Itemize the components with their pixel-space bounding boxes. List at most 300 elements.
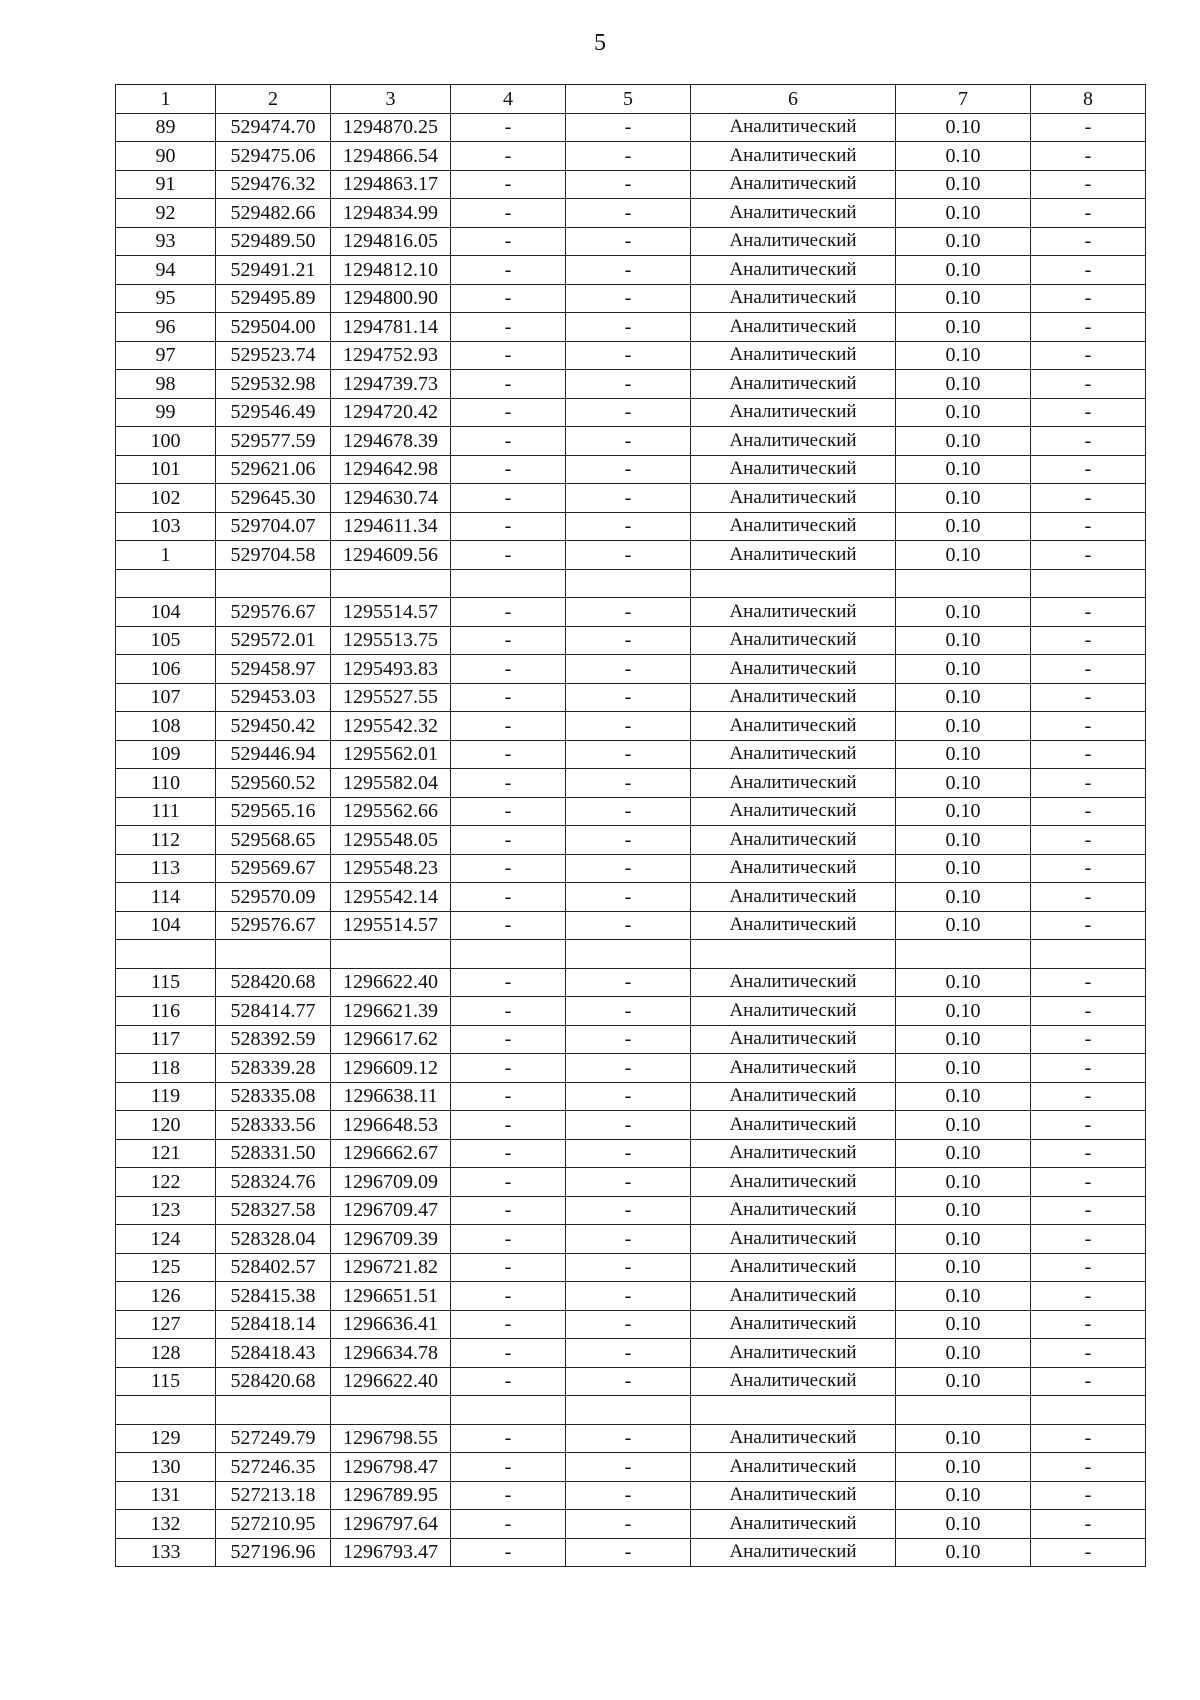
point-number-cell: 1 [116, 541, 216, 570]
point-number-cell: 123 [116, 1196, 216, 1225]
column-4-cell: - [451, 256, 566, 285]
accuracy-cell: 0.10 [896, 1225, 1031, 1254]
table-spacer-row [116, 1396, 1146, 1425]
point-number-cell: 119 [116, 1082, 216, 1111]
column-5-cell: - [566, 1196, 691, 1225]
x-coordinate-cell: 529446.94 [216, 740, 331, 769]
column-5-cell: - [566, 227, 691, 256]
x-coordinate-cell: 529476.32 [216, 170, 331, 199]
column-4-cell: - [451, 598, 566, 627]
column-8-cell: - [1031, 911, 1146, 940]
column-5-cell: - [566, 598, 691, 627]
column-8-cell: - [1031, 113, 1146, 142]
column-5-cell: - [566, 1111, 691, 1140]
accuracy-cell: 0.10 [896, 1339, 1031, 1368]
method-cell: Аналитический [691, 170, 896, 199]
point-number-cell: 133 [116, 1538, 216, 1567]
column-8-cell: - [1031, 1481, 1146, 1510]
x-coordinate-cell: 527213.18 [216, 1481, 331, 1510]
accuracy-cell: 0.10 [896, 113, 1031, 142]
table-row [116, 1025, 1146, 1054]
column-5-cell: - [566, 1225, 691, 1254]
column-5-cell: - [566, 1282, 691, 1311]
column-5-cell: - [566, 683, 691, 712]
table-row [116, 284, 1146, 313]
column-4-cell: - [451, 1510, 566, 1539]
accuracy-cell: 0.10 [896, 712, 1031, 741]
y-coordinate-cell: 1295582.04 [331, 769, 451, 798]
y-coordinate-cell: 1296622.40 [331, 968, 451, 997]
table-row [116, 484, 1146, 513]
accuracy-cell: 0.10 [896, 740, 1031, 769]
column-8-cell: - [1031, 1139, 1146, 1168]
point-number-cell: 91 [116, 170, 216, 199]
y-coordinate-cell: 1294834.99 [331, 199, 451, 228]
column-5-cell: - [566, 1339, 691, 1368]
column-8-cell: - [1031, 883, 1146, 912]
x-coordinate-cell: 529523.74 [216, 341, 331, 370]
table-row [116, 1367, 1146, 1396]
point-number-cell: 98 [116, 370, 216, 399]
x-coordinate-cell: 527210.95 [216, 1510, 331, 1539]
point-number-cell: 125 [116, 1253, 216, 1282]
y-coordinate-cell: 1294739.73 [331, 370, 451, 399]
column-5-cell: - [566, 170, 691, 199]
method-cell: Аналитический [691, 455, 896, 484]
column-5-cell: - [566, 1481, 691, 1510]
method-cell: Аналитический [691, 1367, 896, 1396]
table-row [116, 1453, 1146, 1482]
column-4-cell: - [451, 512, 566, 541]
x-coordinate-cell: 528418.43 [216, 1339, 331, 1368]
coordinates-table [115, 84, 1146, 1567]
accuracy-cell: 0.10 [896, 1367, 1031, 1396]
table-row [116, 1253, 1146, 1282]
column-header: 4 [451, 85, 566, 114]
column-5-cell: - [566, 968, 691, 997]
y-coordinate-cell: 1294611.34 [331, 512, 451, 541]
y-coordinate-cell: 1296662.67 [331, 1139, 451, 1168]
method-cell: Аналитический [691, 598, 896, 627]
y-coordinate-cell: 1295562.66 [331, 797, 451, 826]
y-coordinate-cell: 1295542.14 [331, 883, 451, 912]
method-cell: Аналитический [691, 1139, 896, 1168]
accuracy-cell: 0.10 [896, 313, 1031, 342]
column-8-cell [1031, 940, 1146, 969]
y-coordinate-cell: 1294642.98 [331, 455, 451, 484]
x-coordinate-cell: 527246.35 [216, 1453, 331, 1482]
method-cell: Аналитический [691, 1054, 896, 1083]
y-coordinate-cell: 1295493.83 [331, 655, 451, 684]
column-4-cell: - [451, 883, 566, 912]
accuracy-cell: 0.10 [896, 1510, 1031, 1539]
table-row [116, 797, 1146, 826]
accuracy-cell: 0.10 [896, 227, 1031, 256]
point-number-cell [116, 569, 216, 598]
y-coordinate-cell: 1294720.42 [331, 398, 451, 427]
table-spacer-row [116, 940, 1146, 969]
method-cell: Аналитический [691, 1339, 896, 1368]
y-coordinate-cell: 1296789.95 [331, 1481, 451, 1510]
x-coordinate-cell: 529576.67 [216, 911, 331, 940]
column-5-cell: - [566, 113, 691, 142]
column-8-cell: - [1031, 256, 1146, 285]
y-coordinate-cell: 1296793.47 [331, 1538, 451, 1567]
y-coordinate-cell: 1294870.25 [331, 113, 451, 142]
accuracy-cell: 0.10 [896, 398, 1031, 427]
method-cell: Аналитический [691, 1025, 896, 1054]
x-coordinate-cell: 528339.28 [216, 1054, 331, 1083]
x-coordinate-cell: 529569.67 [216, 854, 331, 883]
y-coordinate-cell: 1295548.05 [331, 826, 451, 855]
column-8-cell: - [1031, 1510, 1146, 1539]
column-5-cell: - [566, 883, 691, 912]
table-row [116, 769, 1146, 798]
x-coordinate-cell: 529482.66 [216, 199, 331, 228]
method-cell: Аналитический [691, 313, 896, 342]
column-8-cell: - [1031, 484, 1146, 513]
column-8-cell: - [1031, 740, 1146, 769]
y-coordinate-cell: 1294812.10 [331, 256, 451, 285]
point-number-cell: 110 [116, 769, 216, 798]
column-4-cell: - [451, 113, 566, 142]
x-coordinate-cell: 528420.68 [216, 968, 331, 997]
accuracy-cell: 0.10 [896, 1111, 1031, 1140]
point-number-cell: 101 [116, 455, 216, 484]
accuracy-cell: 0.10 [896, 1025, 1031, 1054]
x-coordinate-cell: 529489.50 [216, 227, 331, 256]
table-row [116, 997, 1146, 1026]
method-cell: Аналитический [691, 1510, 896, 1539]
column-5-cell: - [566, 854, 691, 883]
method-cell: Аналитический [691, 370, 896, 399]
table-row [116, 1196, 1146, 1225]
method-cell: Аналитический [691, 256, 896, 285]
x-coordinate-cell: 529568.65 [216, 826, 331, 855]
method-cell: Аналитический [691, 1225, 896, 1254]
column-5-cell: - [566, 1054, 691, 1083]
point-number-cell: 128 [116, 1339, 216, 1368]
point-number-cell: 132 [116, 1510, 216, 1539]
accuracy-cell: 0.10 [896, 626, 1031, 655]
column-4-cell: - [451, 1282, 566, 1311]
column-5-cell: - [566, 484, 691, 513]
x-coordinate-cell: 529491.21 [216, 256, 331, 285]
method-cell: Аналитический [691, 626, 896, 655]
x-coordinate-cell: 529532.98 [216, 370, 331, 399]
table-row [116, 1168, 1146, 1197]
column-8-cell: - [1031, 854, 1146, 883]
column-8-cell: - [1031, 227, 1146, 256]
column-4-cell: - [451, 1168, 566, 1197]
y-coordinate-cell: 1295542.32 [331, 712, 451, 741]
method-cell: Аналитический [691, 541, 896, 570]
accuracy-cell: 0.10 [896, 683, 1031, 712]
accuracy-cell: 0.10 [896, 883, 1031, 912]
method-cell: Аналитический [691, 199, 896, 228]
column-8-cell: - [1031, 284, 1146, 313]
method-cell: Аналитический [691, 683, 896, 712]
x-coordinate-cell: 528324.76 [216, 1168, 331, 1197]
column-8-cell: - [1031, 826, 1146, 855]
column-8-cell: - [1031, 997, 1146, 1026]
y-coordinate-cell: 1294609.56 [331, 541, 451, 570]
column-4-cell: - [451, 683, 566, 712]
point-number-cell: 90 [116, 142, 216, 171]
column-4-cell: - [451, 854, 566, 883]
table-row [116, 142, 1146, 171]
table-row [116, 227, 1146, 256]
point-number-cell: 127 [116, 1310, 216, 1339]
column-8-cell: - [1031, 769, 1146, 798]
point-number-cell: 97 [116, 341, 216, 370]
y-coordinate-cell: 1294781.14 [331, 313, 451, 342]
column-header: 8 [1031, 85, 1146, 114]
point-number-cell: 129 [116, 1424, 216, 1453]
method-cell: Аналитический [691, 142, 896, 171]
method-cell: Аналитический [691, 826, 896, 855]
column-8-cell: - [1031, 142, 1146, 171]
table-row [116, 170, 1146, 199]
point-number-cell: 94 [116, 256, 216, 285]
column-5-cell: - [566, 398, 691, 427]
table-row [116, 1481, 1146, 1510]
accuracy-cell: 0.10 [896, 484, 1031, 513]
y-coordinate-cell: 1296651.51 [331, 1282, 451, 1311]
x-coordinate-cell: 529458.97 [216, 655, 331, 684]
column-4-cell: - [451, 541, 566, 570]
column-5-cell [566, 569, 691, 598]
table-row [116, 826, 1146, 855]
column-5-cell: - [566, 199, 691, 228]
y-coordinate-cell: 1294863.17 [331, 170, 451, 199]
column-4-cell [451, 1396, 566, 1425]
accuracy-cell: 0.10 [896, 1453, 1031, 1482]
method-cell: Аналитический [691, 854, 896, 883]
accuracy-cell: 0.10 [896, 1282, 1031, 1311]
accuracy-cell: 0.10 [896, 997, 1031, 1026]
column-4-cell: - [451, 1111, 566, 1140]
point-number-cell: 120 [116, 1111, 216, 1140]
column-5-cell: - [566, 626, 691, 655]
accuracy-cell: 0.10 [896, 968, 1031, 997]
accuracy-cell: 0.10 [896, 769, 1031, 798]
y-coordinate-cell: 1294816.05 [331, 227, 451, 256]
x-coordinate-cell: 528335.08 [216, 1082, 331, 1111]
point-number-cell: 107 [116, 683, 216, 712]
method-cell: Аналитический [691, 740, 896, 769]
x-coordinate-cell: 529474.70 [216, 113, 331, 142]
accuracy-cell: 0.10 [896, 455, 1031, 484]
column-8-cell: - [1031, 427, 1146, 456]
method-cell: Аналитический [691, 227, 896, 256]
column-4-cell: - [451, 427, 566, 456]
column-4-cell: - [451, 370, 566, 399]
column-8-cell [1031, 1396, 1146, 1425]
x-coordinate-cell: 527249.79 [216, 1424, 331, 1453]
x-coordinate-cell: 529645.30 [216, 484, 331, 513]
table-row [116, 626, 1146, 655]
method-cell: Аналитический [691, 1424, 896, 1453]
column-4-cell: - [451, 313, 566, 342]
method-cell: Аналитический [691, 1538, 896, 1567]
point-number-cell: 118 [116, 1054, 216, 1083]
table-row [116, 1310, 1146, 1339]
column-8-cell: - [1031, 541, 1146, 570]
y-coordinate-cell: 1296617.62 [331, 1025, 451, 1054]
column-5-cell: - [566, 1453, 691, 1482]
column-8-cell: - [1031, 1310, 1146, 1339]
method-cell [691, 1396, 896, 1425]
column-8-cell: - [1031, 1225, 1146, 1254]
accuracy-cell: 0.10 [896, 911, 1031, 940]
y-coordinate-cell: 1296634.78 [331, 1339, 451, 1368]
column-4-cell: - [451, 1082, 566, 1111]
y-coordinate-cell: 1295562.01 [331, 740, 451, 769]
accuracy-cell: 0.10 [896, 1196, 1031, 1225]
accuracy-cell [896, 1396, 1031, 1425]
method-cell [691, 569, 896, 598]
table-row [116, 427, 1146, 456]
accuracy-cell [896, 569, 1031, 598]
column-5-cell: - [566, 1310, 691, 1339]
y-coordinate-cell: 1295513.75 [331, 626, 451, 655]
point-number-cell: 122 [116, 1168, 216, 1197]
column-8-cell: - [1031, 1168, 1146, 1197]
x-coordinate-cell: 528418.14 [216, 1310, 331, 1339]
y-coordinate-cell [331, 1396, 451, 1425]
point-number-cell: 126 [116, 1282, 216, 1311]
point-number-cell: 130 [116, 1453, 216, 1482]
y-coordinate-cell: 1296798.47 [331, 1453, 451, 1482]
column-5-cell: - [566, 370, 691, 399]
column-4-cell: - [451, 626, 566, 655]
column-4-cell: - [451, 1025, 566, 1054]
point-number-cell: 113 [116, 854, 216, 883]
x-coordinate-cell: 528333.56 [216, 1111, 331, 1140]
x-coordinate-cell: 529546.49 [216, 398, 331, 427]
table-row [116, 199, 1146, 228]
accuracy-cell: 0.10 [896, 170, 1031, 199]
y-coordinate-cell: 1294752.93 [331, 341, 451, 370]
column-4-cell: - [451, 484, 566, 513]
column-4-cell: - [451, 1538, 566, 1567]
column-4-cell: - [451, 170, 566, 199]
y-coordinate-cell: 1296621.39 [331, 997, 451, 1026]
table-row [116, 256, 1146, 285]
column-5-cell: - [566, 911, 691, 940]
table-body [116, 113, 1146, 1567]
column-8-cell: - [1031, 1453, 1146, 1482]
point-number-cell: 103 [116, 512, 216, 541]
table-row [116, 455, 1146, 484]
point-number-cell: 116 [116, 997, 216, 1026]
column-header: 3 [331, 85, 451, 114]
point-number-cell: 131 [116, 1481, 216, 1510]
column-8-cell: - [1031, 683, 1146, 712]
point-number-cell: 112 [116, 826, 216, 855]
column-4-cell: - [451, 1424, 566, 1453]
x-coordinate-cell: 528420.68 [216, 1367, 331, 1396]
column-8-cell: - [1031, 712, 1146, 741]
table-row [116, 1339, 1146, 1368]
table-row [116, 398, 1146, 427]
table-row [116, 911, 1146, 940]
x-coordinate-cell: 528331.50 [216, 1139, 331, 1168]
column-4-cell: - [451, 398, 566, 427]
accuracy-cell: 0.10 [896, 655, 1031, 684]
column-4-cell: - [451, 797, 566, 826]
table-row [116, 541, 1146, 570]
column-8-cell: - [1031, 1025, 1146, 1054]
column-8-cell: - [1031, 1253, 1146, 1282]
page-number: 5 [594, 30, 606, 56]
column-8-cell: - [1031, 1196, 1146, 1225]
accuracy-cell: 0.10 [896, 1310, 1031, 1339]
y-coordinate-cell: 1296648.53 [331, 1111, 451, 1140]
x-coordinate-cell: 528414.77 [216, 997, 331, 1026]
method-cell: Аналитический [691, 512, 896, 541]
table-row [116, 1139, 1146, 1168]
y-coordinate-cell: 1294866.54 [331, 142, 451, 171]
column-5-cell: - [566, 541, 691, 570]
method-cell: Аналитический [691, 1282, 896, 1311]
point-number-cell: 111 [116, 797, 216, 826]
table-row [116, 655, 1146, 684]
accuracy-cell: 0.10 [896, 1538, 1031, 1567]
column-4-cell: - [451, 1054, 566, 1083]
column-5-cell: - [566, 1538, 691, 1567]
y-coordinate-cell: 1296622.40 [331, 1367, 451, 1396]
x-coordinate-cell: 529621.06 [216, 455, 331, 484]
column-header: 7 [896, 85, 1031, 114]
y-coordinate-cell: 1295514.57 [331, 911, 451, 940]
y-coordinate-cell: 1296709.39 [331, 1225, 451, 1254]
method-cell: Аналитический [691, 1310, 896, 1339]
table-row [116, 712, 1146, 741]
x-coordinate-cell: 529704.58 [216, 541, 331, 570]
y-coordinate-cell: 1294800.90 [331, 284, 451, 313]
column-8-cell: - [1031, 1082, 1146, 1111]
x-coordinate-cell: 529450.42 [216, 712, 331, 741]
column-8-cell: - [1031, 170, 1146, 199]
column-4-cell: - [451, 740, 566, 769]
column-4-cell: - [451, 341, 566, 370]
column-5-cell: - [566, 740, 691, 769]
table-row [116, 1424, 1146, 1453]
column-5-cell [566, 1396, 691, 1425]
table-row [116, 598, 1146, 627]
y-coordinate-cell: 1296638.11 [331, 1082, 451, 1111]
column-4-cell [451, 940, 566, 969]
method-cell: Аналитический [691, 1111, 896, 1140]
column-8-cell: - [1031, 512, 1146, 541]
accuracy-cell: 0.10 [896, 1139, 1031, 1168]
column-4-cell: - [451, 227, 566, 256]
x-coordinate-cell: 529577.59 [216, 427, 331, 456]
x-coordinate-cell: 529565.16 [216, 797, 331, 826]
y-coordinate-cell: 1294678.39 [331, 427, 451, 456]
table-row [116, 313, 1146, 342]
table-row [116, 968, 1146, 997]
column-5-cell: - [566, 256, 691, 285]
column-header: 1 [116, 85, 216, 114]
table-row [116, 883, 1146, 912]
column-4-cell: - [451, 911, 566, 940]
column-header: 6 [691, 85, 896, 114]
table-spacer-row [116, 569, 1146, 598]
x-coordinate-cell: 527196.96 [216, 1538, 331, 1567]
